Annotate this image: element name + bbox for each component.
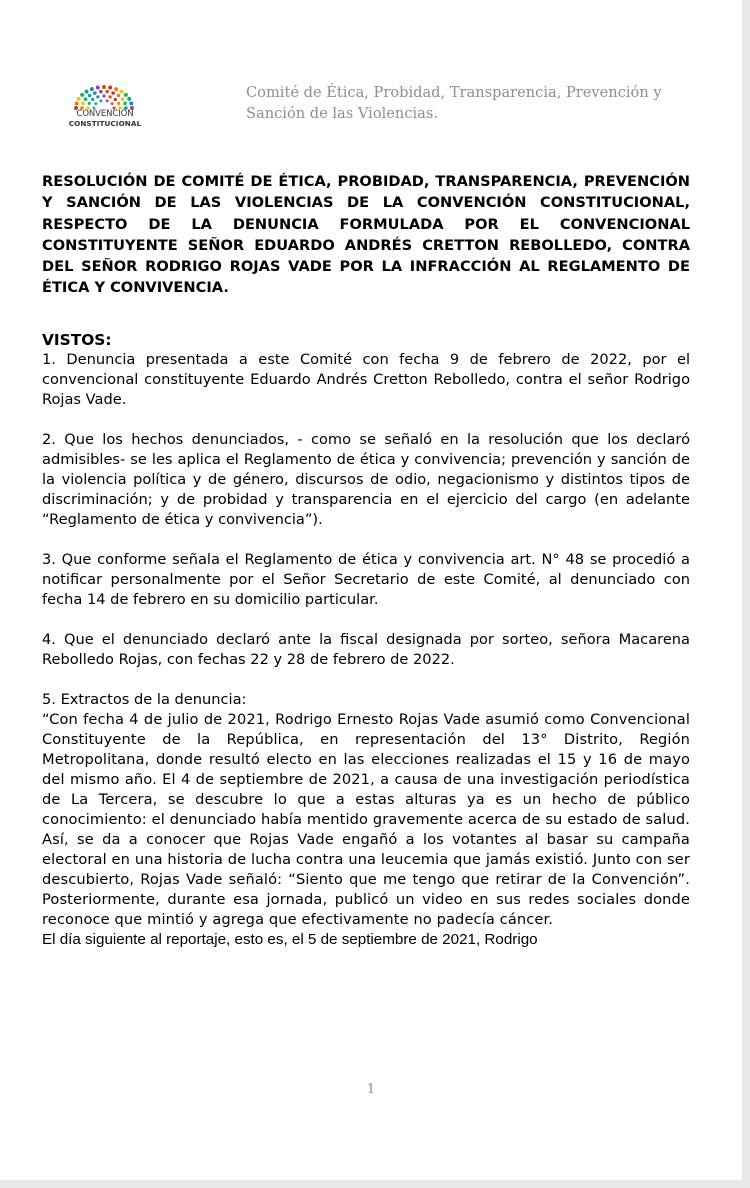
logo-dot (123, 102, 127, 106)
logo-dot (95, 102, 98, 105)
logo-dot (81, 102, 85, 106)
logo-dot (111, 102, 114, 105)
logo-dot (111, 91, 115, 95)
logo-dot (99, 90, 103, 94)
logo-dot (77, 97, 81, 101)
logo-dot (108, 86, 112, 90)
logo-dot (106, 99, 109, 102)
vistos-item-3: 3. Que conforme señala el Reglamento de ética y convivencia art. N° 48 se procedió a notificar personalmente por el Señor Secretario de este Comité, al denunciado con fecha 14 de febrero en su domicilio particular. (42, 551, 690, 608)
logo-dot (96, 95, 99, 98)
logo-line-2: CONSTITUCIONAL (68, 119, 142, 128)
resolution-title: RESOLUCIÓN DE COMITÉ DE ÉTICA, PROBIDAD, TRANSPARENCIA, PREVENCIÓN Y SANCIÓN DE LAS VIOLENCIAS DE LA CONVENCIÓN CONSTITUCIONAL, RESPECTO DE LA DENUNCIA FORMULADA POR EL CONVENCIONAL CONSTITUYENTE SEÑOR EDUARDO ANDRÉS CRETTON REBOLLEDO, CONTRA DEL SEÑOR RODRIGO ROJAS VADE POR LA INFRACCIÓN AL REGLAMENTO DE ÉTICA Y CONVIVENCIA. (42, 173, 690, 297)
vistos-item-5-heading: 5. Extractos de la denuncia: (42, 691, 247, 708)
logo-dot (105, 90, 109, 94)
vistos-heading: VISTOS: (42, 331, 112, 349)
page-edge-bottom (0, 1180, 750, 1188)
logo-dot (93, 91, 97, 95)
vistos-item-4: 4. Que el denunciado declaró ante la fiscal designada por sorteo, señora Macarena Rebolledo Rojas, con fechas 22 y 28 de febrero de 2022. (42, 631, 690, 668)
logo-line-1: CONVENCIÓN (76, 109, 134, 119)
logo-dot (100, 99, 103, 102)
page-edge-right (742, 0, 750, 1188)
logo-dot (91, 98, 94, 101)
logo-dot (117, 102, 120, 105)
logo-dot (102, 85, 106, 89)
committee-header (246, 82, 716, 124)
logo-dot (119, 90, 123, 94)
logo-dot (80, 93, 84, 97)
vistos-item-2: 2. Que los hechos denunciados, - como se señaló en la resolución que los declaró admisibles- se les aplica el Reglamento de ética y convivencia; prevención y sanción de la violencia política y de género, discursos de odio, negacionismo y distintos tipos de discriminación; y de probidad y transparencia en el ejercicio del cargo (en adelante “Reglamento de ética y convivencia”). (42, 431, 690, 528)
logo-dot (88, 102, 91, 105)
document-body (42, 330, 690, 950)
page-number: 1 (366, 1082, 376, 1097)
vistos-item-1: 1. Denuncia presentada a este Comité con fecha 9 de febrero de 2022, por el convencional constituyente Eduardo Andrés Cretton Rebolledo, contra el señor Rodrigo Rojas Vade. (42, 351, 690, 408)
committee-line-2: Sanción de las Violencias. (246, 105, 438, 122)
logo-dot (124, 93, 128, 97)
logo-dot (114, 87, 118, 91)
logo-dot (127, 97, 131, 101)
logo-dot (88, 94, 92, 98)
logo-dot (96, 86, 100, 90)
vistos-item-5-continuation: El día siguiente al reportaje, esto es, el 5 de septiembre de 2021, Rodrigo (42, 931, 538, 948)
logo-dot (121, 97, 125, 101)
logo-dot (117, 94, 121, 98)
logo-dot (90, 87, 94, 91)
vistos-item-5-quote: “Con fecha 4 de julio de 2021, Rodrigo Ernesto Rojas Vade asumió como Convencional Constituyente de la República, en representación del 13° Distrito, Región Metropolitana, donde resultó electo en las elecciones realizadas el 15 y 16 de mayo del mismo año. El 4 de septiembre de 2021, a causa de una investigación periodística de La Tercera, se descubre lo que a estas alturas ya es un hecho de público conocimiento: el denunciado había mentido gravemente acerca de su estado de salud. Así, se da a conocer que Rojas Vade engañó a los votantes al basar su campaña electoral en una historia de lucha contra una leucemia que jamás existió. Junto con ser descubierto, Rojas Vade señaló: “Siento que me tengo que retirar de la Convención”. Posteriormente, durante esa jornada, publicó un video en sus redes sociales donde reconoce que mintió y agrega que efectivamente no padecía cáncer. (42, 711, 690, 928)
logo-wordmark (62, 110, 148, 128)
logo-dot (102, 94, 105, 97)
logo-dot (84, 97, 88, 101)
logo-dot (109, 95, 112, 98)
logo-dot (75, 101, 79, 105)
logo-dot (114, 98, 117, 101)
logo-dot (129, 101, 133, 105)
committee-line-1: Comité de Ética, Probidad, Transparencia, Prevención y (246, 84, 662, 101)
logo-dot (85, 90, 89, 94)
